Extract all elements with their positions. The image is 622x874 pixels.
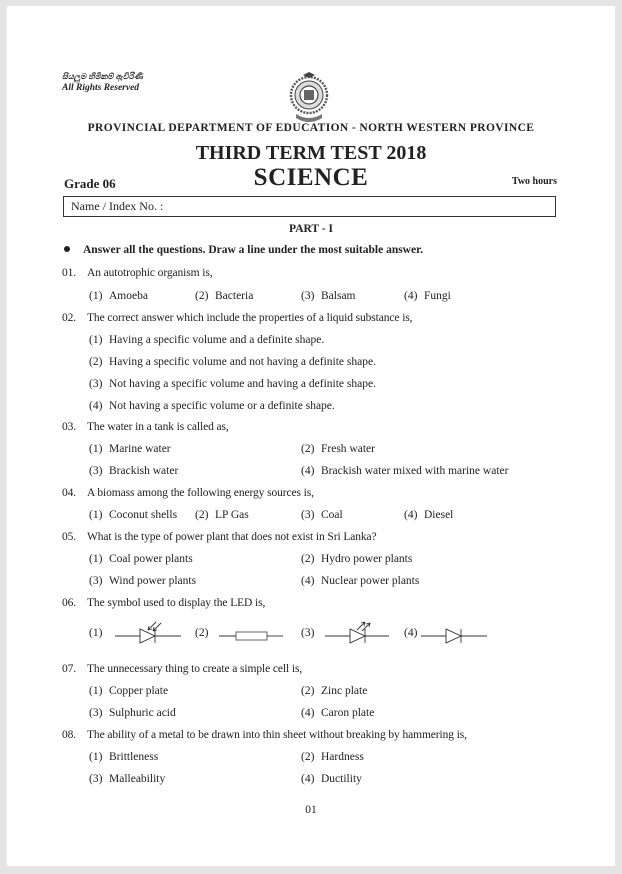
option[interactable]: (4) Ductility bbox=[301, 773, 362, 785]
option[interactable]: (1) Having a specific volume and a definite shape. bbox=[89, 334, 325, 346]
bullet-icon bbox=[64, 246, 70, 252]
photodiode-symbol-icon bbox=[115, 620, 185, 644]
option[interactable]: (3) Sulphuric acid bbox=[89, 707, 176, 719]
option[interactable]: (1) Coconut shells bbox=[89, 509, 178, 521]
option[interactable]: (4) Caron plate bbox=[301, 707, 375, 719]
question-text: The ability of a metal to be drawn into thin sheet without breaking by hammering is, bbox=[87, 729, 467, 741]
exam-page bbox=[7, 6, 615, 866]
question-text: The water in a tank is called as, bbox=[87, 421, 229, 433]
option[interactable]: (3) Not having a specific volume and having a definite shape. bbox=[89, 378, 376, 390]
emblem-icon bbox=[288, 72, 330, 126]
option[interactable]: (2) LP Gas bbox=[195, 509, 249, 521]
option[interactable]: (4) Fungi bbox=[404, 290, 451, 302]
option[interactable]: (1) bbox=[89, 627, 103, 639]
duration-label: Two hours bbox=[511, 176, 557, 187]
option[interactable]: (1) Amoeba bbox=[89, 290, 148, 302]
option[interactable]: (3) bbox=[301, 627, 315, 639]
option[interactable]: (2) bbox=[195, 627, 209, 639]
copyright-text: All Rights Reserved bbox=[62, 83, 140, 93]
option[interactable]: (1) Coal power plants bbox=[89, 553, 193, 565]
question-number: 07. bbox=[62, 663, 77, 675]
option[interactable]: (3) Balsam bbox=[301, 290, 356, 302]
question-text: An autotrophic organism is, bbox=[87, 267, 213, 279]
question-number: 04. bbox=[62, 487, 77, 499]
option[interactable]: (3) Wind power plants bbox=[89, 575, 197, 587]
question-number: 08. bbox=[62, 729, 77, 741]
question-text: What is the type of power plant that does not exist in Sri Lanka? bbox=[87, 531, 377, 543]
question-text: The symbol used to display the LED is, bbox=[87, 597, 266, 609]
option[interactable]: (2) Hydro power plants bbox=[301, 553, 413, 565]
option[interactable]: (2) Zinc plate bbox=[301, 685, 368, 697]
option[interactable]: (1) Copper plate bbox=[89, 685, 169, 697]
option[interactable]: (1) Brittleness bbox=[89, 751, 159, 763]
question-text: The correct answer which include the properties of a liquid substance is, bbox=[87, 312, 413, 324]
instruction-text: Answer all the questions. Draw a line under the most suitable answer. bbox=[83, 244, 424, 256]
option[interactable]: (2) Hardness bbox=[301, 751, 364, 763]
option[interactable]: (4) bbox=[404, 627, 418, 639]
resistor-symbol-icon bbox=[219, 620, 289, 644]
department-heading: PROVINCIAL DEPARTMENT OF EDUCATION - NORTH WESTERN PROVINCE bbox=[87, 122, 535, 134]
question-text: A biomass among the following energy sources is, bbox=[87, 487, 314, 499]
test-title: THIRD TERM TEST 2018 bbox=[195, 142, 427, 164]
copyright-sinhala: සියලුම හිමිකම් ඇවිරිණි bbox=[62, 72, 143, 81]
option[interactable]: (4) Diesel bbox=[404, 509, 454, 521]
grade-label: Grade 06 bbox=[64, 176, 116, 191]
option[interactable]: (2) Bacteria bbox=[195, 290, 254, 302]
question-number: 06. bbox=[62, 597, 77, 609]
option[interactable]: (4) Not having a specific volume or a definite shape. bbox=[89, 400, 335, 412]
name-index-field[interactable] bbox=[63, 196, 556, 217]
subject-title: SCIENCE bbox=[253, 164, 369, 191]
option[interactable]: (2) Fresh water bbox=[301, 443, 375, 455]
option[interactable]: (4) Brackish water mixed with marine water bbox=[301, 465, 509, 477]
page-number: 01 bbox=[305, 804, 317, 816]
part-heading: PART - I bbox=[289, 223, 333, 235]
question-text: The unnecessary thing to create a simple cell is, bbox=[87, 663, 303, 675]
question-number: 03. bbox=[62, 421, 77, 433]
question-number: 05. bbox=[62, 531, 77, 543]
option[interactable]: (3) Malleability bbox=[89, 773, 166, 785]
question-number: 01. bbox=[62, 267, 77, 279]
led-symbol-icon bbox=[325, 620, 395, 644]
option[interactable]: (4) Nuclear power plants bbox=[301, 575, 420, 587]
diode-symbol-icon bbox=[421, 620, 491, 644]
instruction bbox=[64, 244, 423, 256]
name-index-label: Name / Index No. : bbox=[71, 199, 164, 213]
question-number: 02. bbox=[62, 312, 77, 324]
option[interactable]: (3) Coal bbox=[301, 509, 343, 521]
option[interactable]: (1) Marine water bbox=[89, 443, 171, 455]
option[interactable]: (2) Having a specific volume and not having a definite shape. bbox=[89, 356, 376, 368]
option[interactable]: (3) Brackish water bbox=[89, 465, 179, 477]
